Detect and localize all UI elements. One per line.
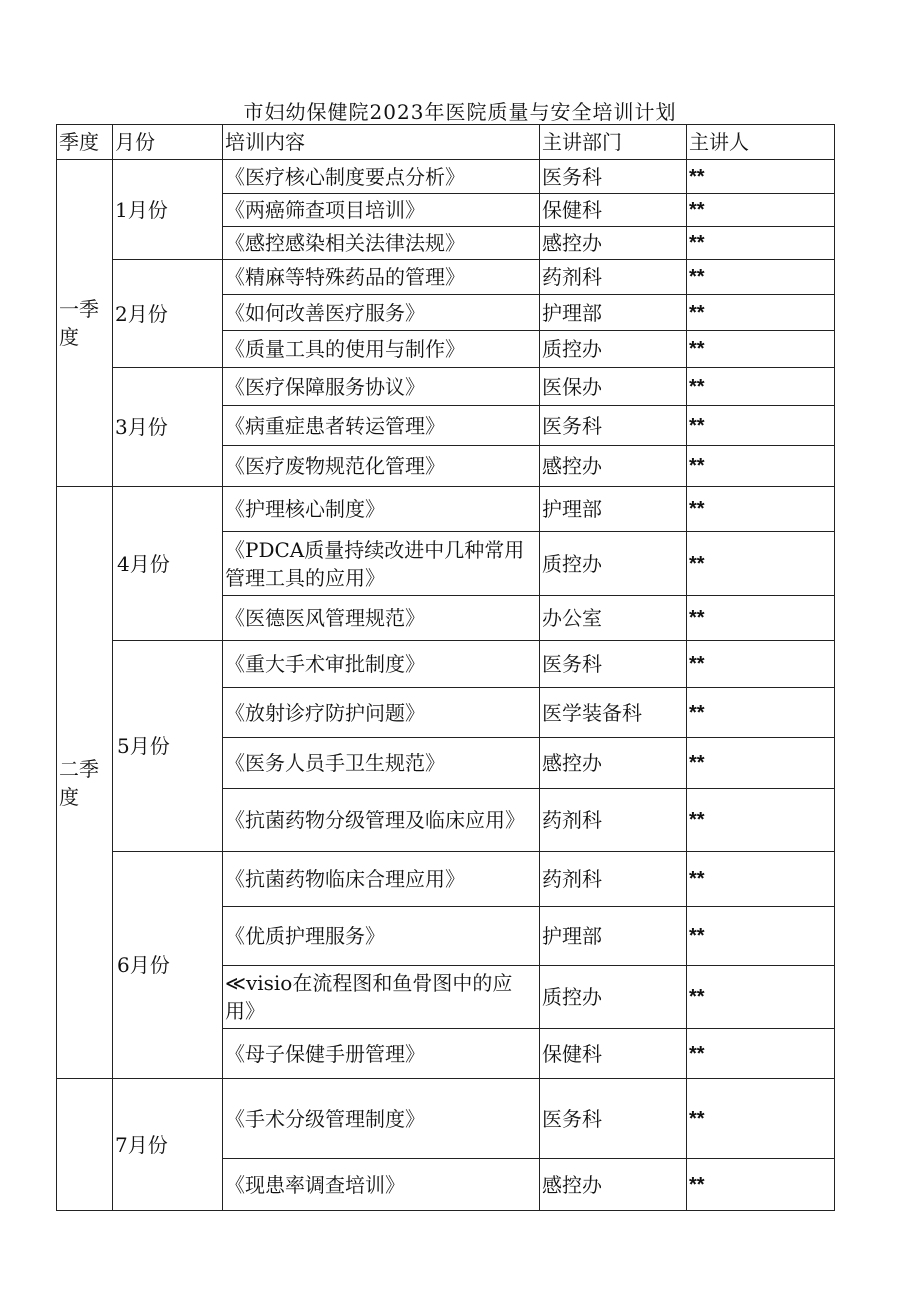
speaker: ** [687, 688, 835, 738]
speaker: ** [687, 368, 835, 406]
speaker: ** [687, 487, 835, 532]
training-plan-table [56, 124, 835, 1211]
training-topic: 《病重症患者转运管理》 [223, 406, 540, 446]
department: 护理部 [540, 907, 687, 966]
speaker: ** [687, 532, 835, 596]
table-row [57, 641, 835, 688]
speaker: ** [687, 1159, 835, 1211]
department: 感控办 [540, 738, 687, 789]
training-topic: 《抗菌药物临床合理应用》 [223, 852, 540, 907]
training-topic: 《两癌筛查项目培训》 [223, 194, 540, 227]
speaker: ** [687, 1079, 835, 1159]
header-season: 季度 [57, 125, 113, 160]
table-row [57, 260, 835, 295]
department: 质控办 [540, 331, 687, 368]
department: 护理部 [540, 487, 687, 532]
training-topic: 《放射诊疗防护问题》 [223, 688, 540, 738]
speaker: ** [687, 852, 835, 907]
month-cell: 7月份 [113, 1079, 223, 1211]
department: 医务科 [540, 406, 687, 446]
header-content: 培训内容 [223, 125, 540, 160]
training-topic: 《精麻等特殊药品的管理》 [223, 260, 540, 295]
speaker: ** [687, 194, 835, 227]
training-topic: 《医德医风管理规范》 [223, 596, 540, 641]
month-cell: 2月份 [113, 260, 223, 368]
speaker: ** [687, 260, 835, 295]
speaker: ** [687, 966, 835, 1029]
training-topic: 《医疗保障服务协议》 [223, 368, 540, 406]
training-topic: 《医疗废物规范化管理》 [223, 446, 540, 487]
department: 感控办 [540, 446, 687, 487]
department: 保健科 [540, 194, 687, 227]
header-speaker: 主讲人 [687, 125, 835, 160]
training-topic: ≪visio在流程图和鱼骨图中的应用》 [223, 966, 540, 1029]
table-row [57, 160, 835, 194]
department: 感控办 [540, 1159, 687, 1211]
training-topic: 《重大手术审批制度》 [223, 641, 540, 688]
department: 医务科 [540, 160, 687, 194]
month-cell: 1月份 [113, 160, 223, 260]
speaker: ** [687, 1029, 835, 1079]
month-cell: 3月份 [113, 368, 223, 487]
department: 医保办 [540, 368, 687, 406]
speaker: ** [687, 406, 835, 446]
training-topic: 《母子保健手册管理》 [223, 1029, 540, 1079]
season-cell: 二季度 [57, 487, 113, 1079]
speaker: ** [687, 295, 835, 331]
month-cell: 6月份 [113, 852, 223, 1079]
header-department: 主讲部门 [540, 125, 687, 160]
training-topic: 《PDCA质量持续改进中几种常用管理工具的应用》 [223, 532, 540, 596]
table-header-row [57, 125, 835, 160]
table-row [57, 852, 835, 907]
document-title: 市妇幼保健院2023年医院质量与安全培训计划 [243, 100, 677, 124]
season-cell: 一季度 [57, 160, 113, 487]
training-topic: 《如何改善医疗服务》 [223, 295, 540, 331]
speaker: ** [687, 907, 835, 966]
table-row [57, 487, 835, 532]
training-topic: 《护理核心制度》 [223, 487, 540, 532]
training-topic: 《手术分级管理制度》 [223, 1079, 540, 1159]
month-cell: 4月份 [113, 487, 223, 641]
training-topic: 《感控感染相关法律法规》 [223, 227, 540, 260]
speaker: ** [687, 596, 835, 641]
department: 质控办 [540, 532, 687, 596]
training-topic: 《医务人员手卫生规范》 [223, 738, 540, 789]
department: 感控办 [540, 227, 687, 260]
training-topic: 《质量工具的使用与制作》 [223, 331, 540, 368]
training-topic: 《抗菌药物分级管理及临床应用》 [223, 789, 540, 852]
table-row [57, 1079, 835, 1159]
department: 药剂科 [540, 789, 687, 852]
month-cell: 5月份 [113, 641, 223, 852]
season-cell [57, 1079, 113, 1211]
speaker: ** [687, 227, 835, 260]
department: 保健科 [540, 1029, 687, 1079]
department: 医务科 [540, 1079, 687, 1159]
speaker: ** [687, 446, 835, 487]
department: 办公室 [540, 596, 687, 641]
training-topic: 《现患率调查培训》 [223, 1159, 540, 1211]
speaker: ** [687, 641, 835, 688]
department: 医学装备科 [540, 688, 687, 738]
department: 质控办 [540, 966, 687, 1029]
department: 药剂科 [540, 852, 687, 907]
department: 药剂科 [540, 260, 687, 295]
table-row [57, 368, 835, 406]
speaker: ** [687, 738, 835, 789]
department: 护理部 [540, 295, 687, 331]
training-topic: 《优质护理服务》 [223, 907, 540, 966]
department: 医务科 [540, 641, 687, 688]
speaker: ** [687, 789, 835, 852]
speaker: ** [687, 331, 835, 368]
training-topic: 《医疗核心制度要点分析》 [223, 160, 540, 194]
speaker: ** [687, 160, 835, 194]
header-month: 月份 [113, 125, 223, 160]
